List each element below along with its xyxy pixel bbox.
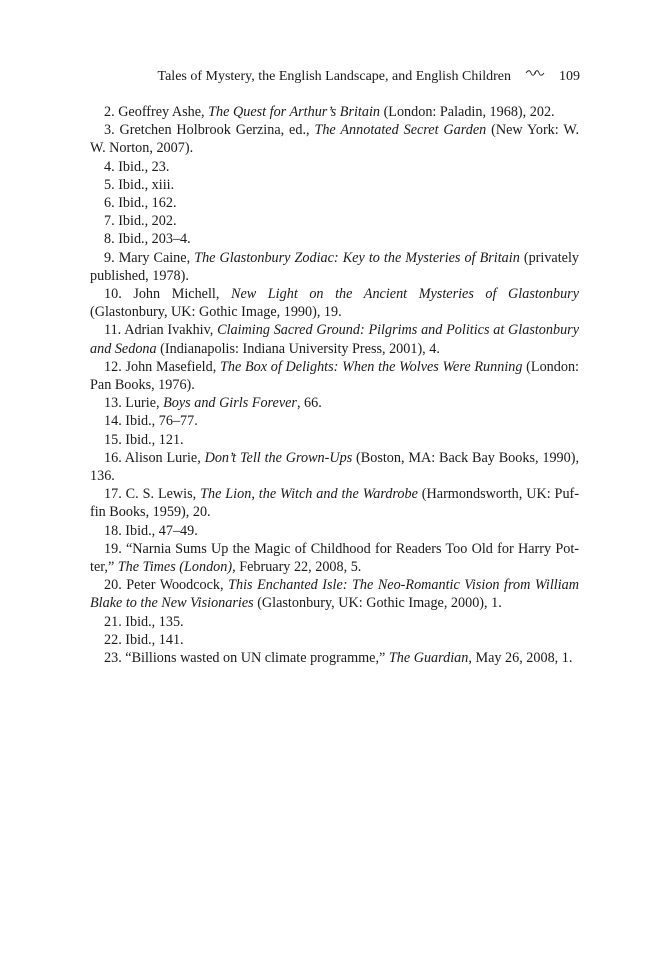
endnote	[90, 394, 579, 412]
endnote-text: John Masefield,	[121, 358, 220, 375]
running-head	[90, 69, 580, 91]
endnote	[90, 212, 579, 230]
endnote-number: 10.	[104, 286, 122, 303]
endnote-text: Ibid., 23.	[114, 158, 170, 175]
running-title: Tales of Mystery, the English Landscape, and English Children	[157, 69, 511, 84]
endnote	[90, 485, 579, 521]
endnote	[90, 431, 579, 449]
endnote	[90, 522, 579, 540]
endnote-number: 18.	[104, 522, 122, 539]
endnote-text: “Billions wasted on UN climate programme,”	[121, 650, 389, 667]
endnote-text: (Boston, MA: Back Bay Books, 1990), 136.	[90, 449, 580, 485]
endnote	[90, 613, 579, 631]
endnote-text: Ibid., 47–49.	[121, 522, 198, 539]
endnote	[90, 121, 579, 157]
endnote-text: (Glastonbury, UK: Gothic Image, 1990), 19.	[90, 304, 342, 321]
endnote-text: Alison Lurie,	[121, 449, 205, 466]
endnote-title: This Enchanted Isle: The Neo-Romantic Vision from William Blake to the New Visionaries	[90, 577, 579, 612]
endnote-title: Don’t Tell the Grown-Ups	[204, 449, 353, 466]
endnote-text: C. S. Lewis,	[121, 486, 201, 503]
endnote-title: Boys and Girls Forever	[163, 395, 297, 412]
endnote-number: 7.	[104, 213, 115, 230]
endnote	[90, 358, 579, 394]
endnote-text: Lurie,	[121, 395, 164, 412]
endnote-text: Geoffrey Ashe,	[114, 104, 209, 120]
endnote	[90, 449, 579, 485]
endnote-text: Adrian Ivakhiv,	[121, 322, 218, 339]
endnote-text: Ibid., xiii.	[114, 176, 175, 193]
endnote-text: John Michell,	[121, 286, 231, 303]
endnote-title: New Light on the Ancient Mysteries of Glastonbury	[230, 286, 579, 303]
endnote-text: “Narnia Sums Up the Magic of Childhood for Readers Too Old for Harry Potter,”	[90, 540, 579, 576]
endnote	[90, 631, 579, 649]
endnote	[90, 285, 579, 321]
endnote-number: 19.	[104, 540, 122, 557]
endnote	[90, 321, 579, 357]
endnote-text: Ibid., 135.	[121, 613, 184, 630]
endnote-text: (Harmondsworth, UK: Puffin Books, 1959), 20.	[90, 486, 580, 521]
endnote-text: (privately published, 1978).	[90, 249, 580, 284]
endnote-text: , 66.	[296, 395, 322, 412]
endnote-text: Peter Woodcock,	[121, 577, 229, 594]
endnote-number: 21.	[104, 613, 122, 630]
endnote-title: The Lion, the Witch and the Wardrobe	[200, 486, 418, 503]
endnote-title: The Box of Delights: When the Wolves Were Running	[220, 358, 523, 375]
endnote-number: 13.	[104, 395, 122, 412]
endnote-title: The Glastonbury Zodiac: Key to the Mysteries of Britain	[194, 249, 520, 266]
endnote-number: 6.	[104, 195, 115, 212]
endnote-text: , May 26, 2008, 1.	[468, 650, 573, 667]
endnote-number: 5.	[104, 176, 115, 193]
endnote-text: (London: Paladin, 1968), 202.	[380, 104, 555, 120]
endnote-title: The Guardian	[388, 650, 469, 667]
endnote-text: Ibid., 203–4.	[114, 231, 191, 248]
endnote-number: 8.	[104, 231, 115, 248]
endnote-number: 22.	[104, 631, 122, 648]
endnote	[90, 158, 579, 176]
endnote-number: 11.	[104, 322, 122, 339]
endnote-number: 12.	[104, 358, 122, 375]
endnote-text: Mary Caine,	[114, 249, 195, 266]
endnotes-list	[90, 103, 579, 667]
endnote-title: The Quest for Arthur’s Britain	[208, 104, 381, 120]
endnote-text: Gretchen Holbrook Gerzina, ed.,	[114, 122, 315, 139]
endnote-number: 4.	[104, 158, 115, 175]
endnote-number: 3.	[104, 122, 115, 139]
endnote	[90, 649, 579, 667]
endnote-number: 9.	[104, 249, 115, 266]
endnote	[90, 576, 579, 612]
endnote	[90, 176, 579, 194]
endnote	[90, 103, 579, 121]
endnote-title: Claiming Sacred Ground: Pilgrims and Politics at Glastonbury and Sedona	[90, 322, 579, 357]
endnote	[90, 540, 579, 576]
endnote-text: Ibid., 202.	[114, 213, 177, 230]
endnote-number: 23.	[104, 650, 122, 667]
endnote-number: 15.	[104, 431, 122, 448]
endnote-number: 17.	[104, 486, 122, 503]
endnote-text: Ibid., 141.	[121, 631, 184, 648]
endnote	[90, 194, 579, 212]
endnote-number: 16.	[104, 449, 122, 466]
endnote-text: (New York: W. W. Norton, 2007).	[90, 122, 579, 157]
endnote-text: (London: Pan Books, 1976).	[90, 358, 579, 394]
fleuron-ornament-icon	[525, 69, 545, 77]
endnote-text: , February 22, 2008, 5.	[232, 559, 362, 576]
page-number: 109	[559, 69, 580, 84]
endnote	[90, 230, 579, 248]
endnote-text: Ibid., 162.	[114, 195, 177, 212]
endnote	[90, 249, 579, 285]
endnote-number: 14.	[104, 413, 122, 430]
endnote-title: The Annotated Secret Garden	[314, 122, 487, 139]
endnote-text: Ibid., 121.	[121, 431, 184, 448]
endnote-number: 20.	[104, 577, 122, 594]
endnote-text: Ibid., 76–77.	[121, 413, 198, 430]
endnote-text: (Glastonbury, UK: Gothic Image, 2000), 1.	[253, 595, 502, 612]
endnote-title: The Times (London)	[117, 559, 233, 576]
endnote-text: (Indianapolis: Indiana University Press, 2001), 4.	[156, 340, 440, 357]
endnote-number: 2.	[104, 104, 115, 120]
endnote	[90, 412, 579, 430]
